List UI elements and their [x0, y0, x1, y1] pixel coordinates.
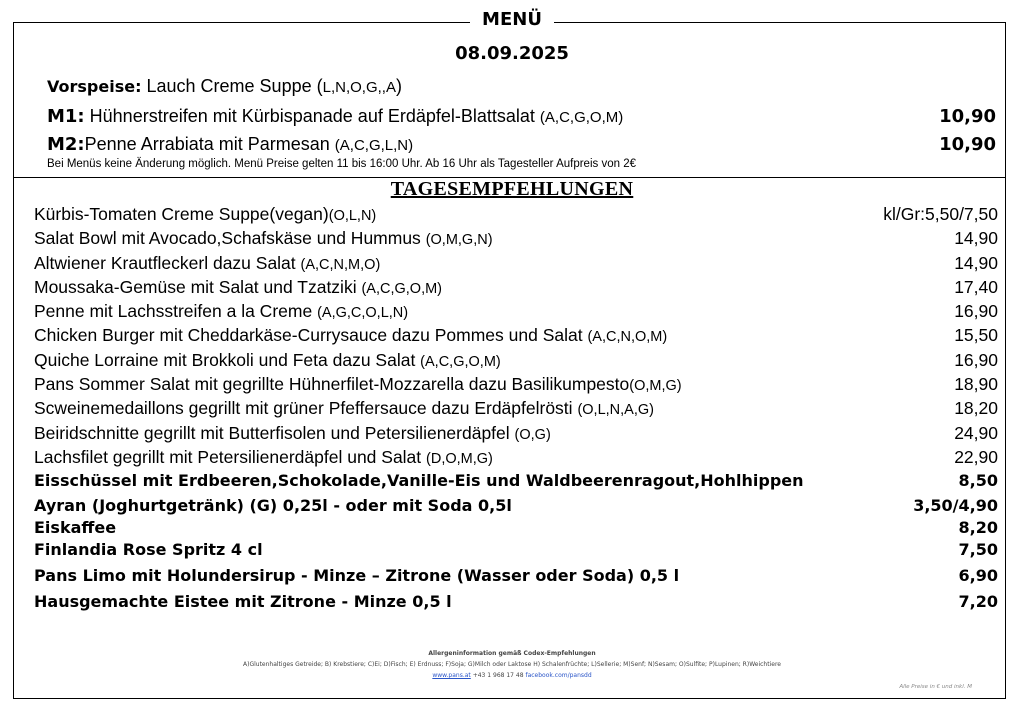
section-title: TAGESEMPFEHLUNGEN [390, 178, 634, 200]
item-price: 14,90 [954, 252, 998, 273]
price-note: Alle Preise in € und inkl. M [899, 684, 972, 690]
list-item [34, 422, 998, 446]
list-item [34, 495, 998, 517]
m1-allergens: (A,C,G,O,M) [539, 109, 624, 126]
item-name: Scweinemedaillons gegrillt mit grüner Pfeffersauce dazu Erdäpfelrösti [34, 398, 578, 419]
vorspeise-label: Vorspeise: [47, 77, 142, 96]
vorspeise-allergens: L,N,O,G,,A [322, 79, 396, 96]
m2-label: M2: [47, 134, 85, 155]
list-item [34, 373, 998, 397]
list-item [34, 470, 998, 494]
item-price: 16,90 [954, 301, 998, 322]
item-price: 18,20 [954, 398, 998, 419]
item-price: 8,20 [958, 517, 998, 537]
list-item [34, 446, 998, 470]
item-price: 8,50 [958, 471, 998, 491]
item-name: Eiskaffee [34, 517, 117, 537]
item-name: Eisschüssel mit Erdbeeren,Schokolade,Vanille-Eis und Waldbeerenragout,Hohlhippen [34, 471, 804, 491]
item-price: 16,90 [954, 349, 998, 370]
list-item [34, 324, 998, 348]
item-allergens: (O,M,G) [629, 378, 682, 395]
item-name: Chicken Burger mit Cheddarkäse-Currysauce dazu Pommes und Salat [34, 325, 588, 346]
item-allergens: (O,L,N,A,G) [577, 402, 654, 419]
item-name: Quiche Lorraine mit Brokkoli und Feta dazu Salat [34, 349, 421, 370]
item-name: Altwiener Krautfleckerl dazu Salat [34, 252, 301, 273]
menu-date: 08.09.2025 [455, 43, 569, 64]
vorspeise-close: ) [395, 76, 402, 96]
list-item [34, 227, 998, 251]
list-item [34, 276, 998, 300]
item-allergens: (A,C,N,M,O) [300, 256, 381, 273]
m2-allergens: (A,C,G,L,N) [334, 137, 414, 154]
item-name: Salat Bowl mit Avocado,Schafskäse und Hummus [34, 228, 426, 249]
m2-name: Penne Arrabiata mit Parmesan [84, 134, 335, 154]
item-price: 7,20 [958, 591, 998, 611]
item-allergens: (A,C,G,O,M) [361, 280, 443, 297]
item-price: 6,90 [958, 565, 998, 585]
list-item [34, 397, 998, 421]
vorspeise-line [47, 76, 996, 97]
list-item [34, 300, 998, 324]
item-name: Pans Sommer Salat mit gegrillte Hühnerfilet-Mozzarella dazu Basilikumpesto [34, 374, 630, 395]
item-name: Finlandia Rose Spritz 4 cl [34, 539, 263, 559]
item-allergens: (D,O,M,G) [426, 450, 493, 467]
item-name: Kürbis-Tomaten Creme Suppe(vegan) [34, 204, 329, 224]
list-item [34, 563, 998, 589]
recommendations-list [34, 203, 998, 615]
item-allergens: (O,M,G,N) [425, 232, 493, 249]
item-price: 3,50/4,90 [913, 495, 998, 515]
item-allergens: (A,C,G,O,M) [420, 353, 501, 370]
item-price: 14,90 [954, 228, 998, 249]
item-price: 15,50 [954, 325, 998, 346]
item-name: Lachsfilet gegrillt mit Petersilienerdäpfel und Salat [34, 446, 427, 467]
m1-price: 10,90 [939, 106, 996, 127]
m1-label: M1: [47, 106, 85, 127]
item-price: 18,90 [954, 374, 998, 395]
vorspeise-name: Lauch Creme Suppe ( [146, 76, 323, 96]
contact-line [0, 672, 1024, 679]
item-name: Hausgemachte Eistee mit Zitrone - Minze 0,5 l [34, 591, 452, 611]
item-allergens: (A,C,N,O,M) [587, 329, 668, 346]
item-name: Penne mit Lachsstreifen a la Creme [34, 301, 318, 322]
item-name: Ayran (Joghurtgetränk) (G) 0,25l - oder mit Soda 0,5l [34, 495, 512, 515]
menu-note: Bei Menüs keine Änderung möglich. Menü Preise gelten 11 bis 16:00 Uhr. Ab 16 Uhr als Tagesteller Aufpreis von 2€ [47, 158, 636, 170]
allergen-title: Allergeninformation gemäß Codex-Empfehlungen [428, 650, 596, 657]
item-allergens: (A,G,C,O,L,N) [317, 305, 409, 322]
list-item [34, 252, 998, 276]
list-item [34, 349, 998, 373]
list-item [34, 589, 998, 615]
item-price: 24,90 [954, 422, 998, 443]
m1-line [47, 106, 996, 127]
list-item [34, 517, 998, 539]
list-item [34, 203, 998, 227]
website-link[interactable]: www.pans.at [432, 672, 471, 679]
item-allergens: (O,L,N) [328, 208, 377, 224]
item-name: Pans Limo mit Holundersirup - Minze – Zitrone (Wasser oder Soda) 0,5 l [34, 565, 680, 585]
item-name: Moussaka-Gemüse mit Salat und Tzatziki [34, 276, 362, 297]
item-price: kl/Gr:5,50/7,50 [883, 204, 998, 224]
m2-line [47, 134, 996, 155]
item-price: 7,50 [958, 539, 998, 559]
m2-price: 10,90 [939, 134, 996, 155]
facebook-link[interactable]: facebook.com/pansdd [525, 672, 592, 679]
item-allergens: (O,G) [514, 426, 551, 443]
item-price: 17,40 [954, 276, 998, 297]
item-price: 22,90 [954, 446, 998, 467]
m1-name: Hühnerstreifen mit Kürbispanade auf Erdäpfel-Blattsalat [89, 106, 540, 126]
phone-number: +43 1 968 17 48 [472, 672, 524, 679]
menu-title: MENÜ [482, 9, 542, 30]
item-name: Beiridschnitte gegrillt mit Butterfisolen und Petersilienerdäpfel [34, 422, 515, 443]
list-item [34, 539, 998, 563]
allergen-legend: A)Glutenhaltiges Getreide; B) Krebstiere; C)Ei; D)Fisch; E) Erdnuss; F)Soja; G)Milch oder Laktose H) Schalenfrüchte; L)Sellerie; M)Senf; N)Sesam; O)Sulfite; P)Lupinen; R)Weichtiere [243, 661, 781, 668]
